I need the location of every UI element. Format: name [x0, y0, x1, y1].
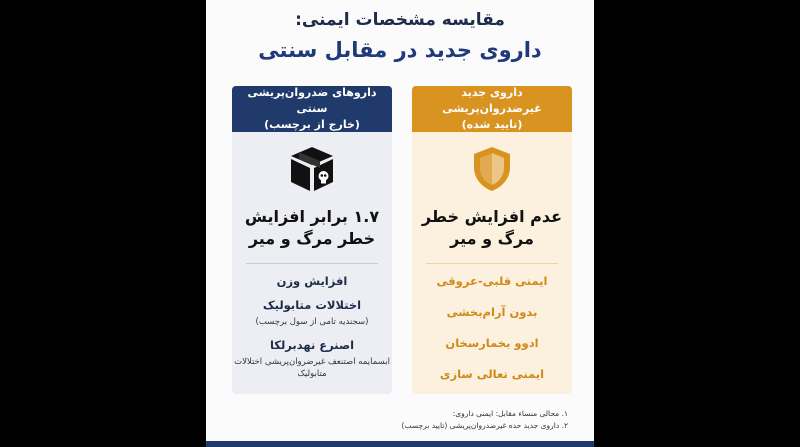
new-drug-column-header — [412, 86, 572, 132]
traditional-header-title: داروهای ضدروان‌پریشی سنتی — [247, 86, 377, 115]
list-item: بدون آرام‌بخشی — [446, 305, 538, 319]
list-item-note: ابسمایمه اصتنعف غیرضروان‌پریشی اختلالات متابولیک — [234, 357, 390, 379]
list-item: اختلالات متابولیک — [262, 298, 362, 312]
new-drug-header-title: داروی جدید غیرضدروان‌پریشی — [442, 86, 542, 115]
footnotes — [401, 408, 568, 432]
list-item: افزایش وزن — [276, 274, 348, 288]
page-title-line1: مقایسه مشخصات ایمنی: — [295, 10, 505, 30]
traditional-headline — [232, 206, 392, 250]
traditional-headline-line1: ۱.۷ برابر افزایش — [244, 207, 380, 226]
box-skull-icon — [286, 144, 338, 194]
new-drug-headline-line2: مرگ و میر — [450, 229, 534, 248]
new-drug-column — [412, 86, 572, 394]
traditional-drug-column — [232, 86, 392, 394]
new-drug-header-subtitle: (تایید شده) — [461, 118, 523, 131]
traditional-headline-line2: خطر مرگ و میر — [248, 229, 376, 248]
list-item-note: (سجندیه تامی از سول برچسب) — [255, 317, 369, 327]
shield-icon — [471, 145, 513, 193]
list-item: ادوو بخمارسخان — [445, 336, 539, 350]
traditional-header-subtitle: (خارج از برچسب) — [264, 118, 360, 131]
list-item: ایمنی قلبی-عروقی — [436, 274, 548, 288]
list-item: ایمنی تعالی سازی — [439, 367, 545, 381]
traditional-column-header — [232, 86, 392, 132]
new-drug-headline-line1: عدم افزایش خطر — [421, 207, 563, 226]
divider — [426, 263, 558, 264]
list-item: اصنرع نهدبرلکا — [269, 338, 355, 352]
footnote-1: ۱. محالی منساء مقابل: ایمنی داروی: — [452, 409, 568, 418]
new-drug-headline — [412, 206, 572, 250]
bottom-accent-bar — [206, 441, 594, 447]
page-title-line2: داروی جدید در مقابل سنتی — [258, 38, 542, 62]
comparison-card — [206, 0, 594, 447]
divider — [246, 263, 378, 264]
footnote-2: ۲. داروی جدید حده غیرضدروان‌پریشی (تایید برچسب) — [401, 421, 568, 430]
